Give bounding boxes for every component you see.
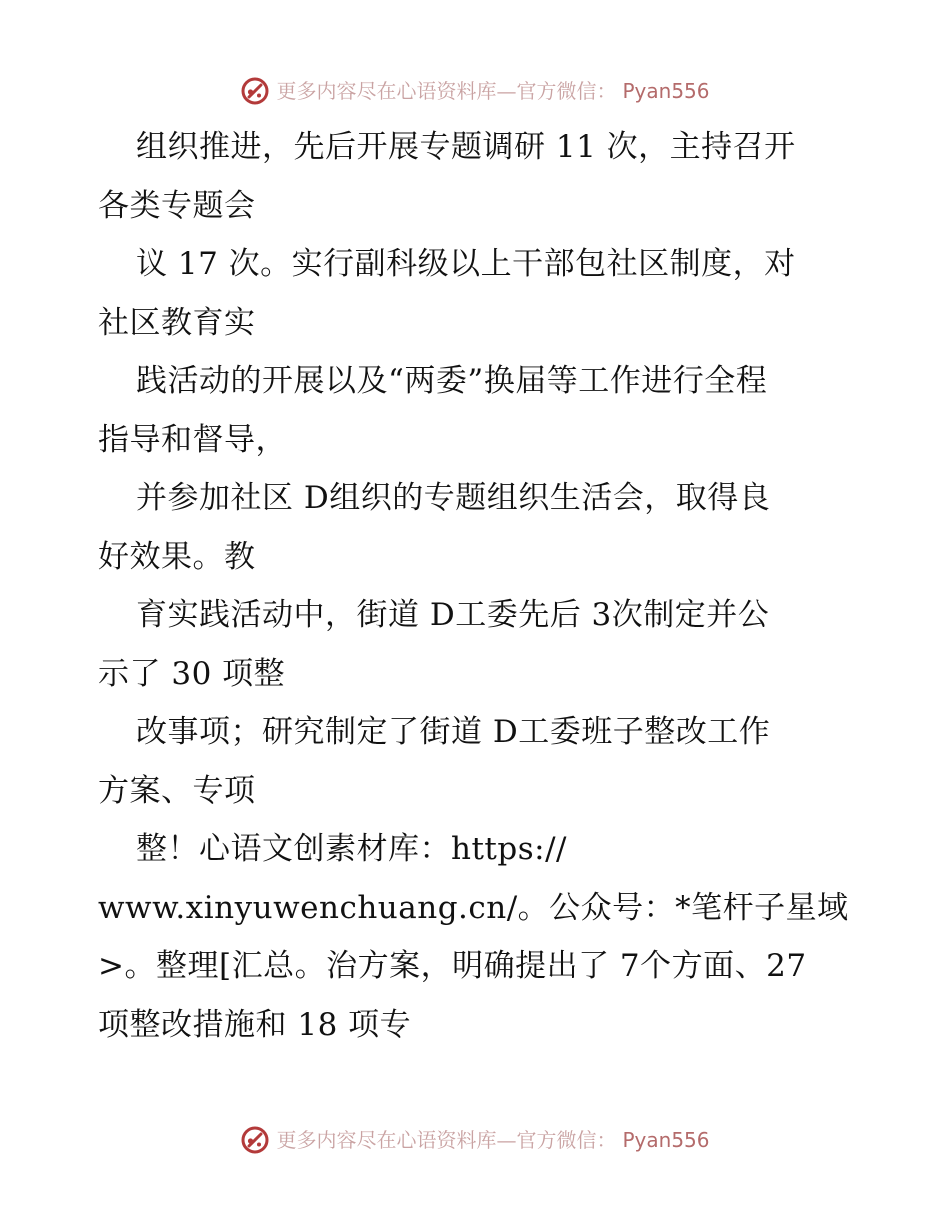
header-watermark	[0, 76, 950, 106]
text-line: >。整理[汇总。治方案，明确提出了 7个方面、27	[98, 948, 807, 984]
text-line: 社区教育实	[98, 304, 256, 341]
text-line: 组织推进，先后开展专题调研 11 次，主持召开	[136, 129, 796, 165]
xinyu-logo-icon	[240, 76, 270, 106]
text-line: 指导和督导，	[98, 421, 287, 458]
text-line: 改事项；研究制定了街道 D工委班子整改工作	[136, 714, 771, 750]
text-line: 各类专题会	[98, 187, 256, 224]
text-line: 项整改措施和 18 项专	[98, 1006, 412, 1043]
header-watermark-text: 更多内容尽在心语资料库—官方微信：	[276, 79, 617, 103]
footer-watermark-text: 更多内容尽在心语资料库—官方微信：	[276, 1128, 617, 1152]
footer-wechat-id: Pyan556	[622, 1128, 710, 1152]
text-line: 议 17 次。实行副科级以上干部包社区制度，对	[136, 246, 796, 282]
text-line: 整！心语文创素材库：https://	[136, 831, 567, 867]
header-wechat-id: Pyan556	[622, 79, 710, 103]
text-line: www.xinyuwenchuang.cn/。公众号：*笔杆子星域	[98, 889, 849, 926]
text-line: 践活动的开展以及“两委”换届等工作进行全程	[136, 363, 768, 399]
footer-watermark	[0, 1125, 950, 1155]
document-body	[98, 118, 878, 1054]
text-line: 示了 30 项整	[98, 655, 286, 692]
text-line: 并参加社区 D组织的专题组织生活会，取得良	[136, 480, 771, 516]
text-line: 方案、专项	[98, 772, 256, 809]
text-line: 育实践活动中，街道 D工委先后 3次制定并公	[136, 597, 770, 633]
text-line: 好效果。教	[98, 538, 256, 575]
xinyu-logo-icon	[240, 1125, 270, 1155]
